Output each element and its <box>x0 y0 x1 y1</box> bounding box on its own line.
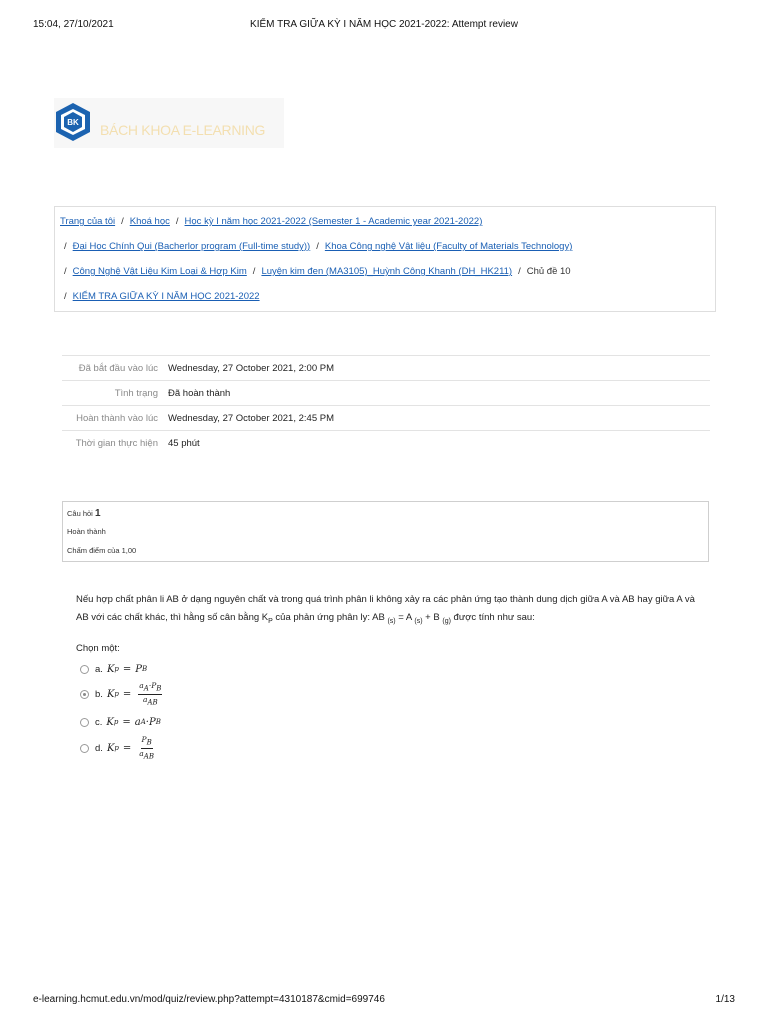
print-datetime: 15:04, 27/10/2021 <box>33 19 114 30</box>
answer-letter: a. <box>95 663 103 675</box>
breadcrumb-link-faculty[interactable]: Khoa Công nghệ Vật liệu (Faculty of Materials Technology) <box>324 241 573 252</box>
question-subscript: (s) <box>387 617 396 625</box>
table-row <box>62 431 710 456</box>
math-symbol: K <box>106 742 115 754</box>
breadcrumb-separator: / <box>64 266 67 277</box>
math-symbol: a <box>143 694 148 704</box>
breadcrumb-link-program[interactable]: Đại Học Chính Qui (Bacherlor program (Full-time study)) <box>72 241 311 252</box>
math-subscript: B <box>155 718 161 726</box>
radio-button[interactable] <box>80 665 89 674</box>
breadcrumb-topic: Chủ đề 10 <box>526 266 571 277</box>
question-text-part: Nếu hợp chất phân li AB ở dạng nguyên chất và trong quá trình phân li không xảy ra các phản ứng tạo thành dung dịch giữa A và AB hay giữa A và AB với các chất khác, thì hằng số cân bằng K <box>76 594 695 623</box>
math-subscript: B <box>142 665 148 673</box>
answer-option-b[interactable] <box>80 681 162 706</box>
logo-mark-text: BK <box>67 118 79 127</box>
radio-button[interactable] <box>80 690 89 699</box>
question-info-box <box>62 501 709 562</box>
math-symbol: K <box>106 716 114 728</box>
summary-label: Đã bắt đầu vào lúc <box>62 356 164 381</box>
summary-value: Đã hoàn thành <box>164 381 710 406</box>
answer-formula <box>107 735 155 761</box>
breadcrumb <box>54 206 716 312</box>
print-page-number: 1/13 <box>715 994 735 1005</box>
question-number-label: Câu hỏi <box>67 509 93 518</box>
answer-formula <box>107 664 147 675</box>
breadcrumb-separator: / <box>252 266 256 277</box>
radio-button[interactable] <box>80 744 89 753</box>
math-symbol: P <box>135 663 143 675</box>
site-name: BÁCH KHOA E-LEARNING <box>100 122 266 138</box>
math-operator: · <box>148 681 152 690</box>
question-text-part: = A <box>395 612 415 623</box>
answer-letter: d. <box>95 742 103 754</box>
breadcrumb-separator: / <box>518 266 521 277</box>
math-subscript: B <box>146 738 152 747</box>
answer-prompt: Chọn một: <box>76 643 120 654</box>
fraction-denominator <box>142 695 159 708</box>
question-text-part: được tính như sau: <box>450 612 535 623</box>
table-row <box>62 356 710 381</box>
math-operator: = <box>122 742 132 754</box>
breadcrumb-link-quiz[interactable]: KIỂM TRA GIỮA KỲ I NĂM HỌC 2021-2022 <box>72 291 260 302</box>
answer-formula <box>107 681 163 707</box>
math-symbol: a <box>139 681 144 690</box>
math-subscript: AB <box>143 752 154 760</box>
math-subscript: B <box>156 684 162 693</box>
site-logo[interactable] <box>54 98 284 148</box>
math-symbol: a <box>134 716 141 728</box>
math-operator: = <box>122 716 131 728</box>
math-subscript: A <box>140 718 146 726</box>
breadcrumb-link-my-home[interactable]: Trang của tôi <box>60 216 116 227</box>
answer-letter: b. <box>95 688 103 700</box>
question-subscript: (s) <box>414 617 423 625</box>
math-symbol: a <box>139 748 144 758</box>
breadcrumb-link-semester[interactable]: Học kỳ I năm học 2021-2022 (Semester 1 - Academic year 2021-2022) <box>184 216 483 227</box>
fraction-numerator <box>138 681 162 695</box>
math-operator: · <box>145 716 149 728</box>
question-subscript: P <box>268 617 273 625</box>
math-symbol: P <box>141 735 147 744</box>
answer-letter: c. <box>95 716 103 728</box>
summary-value: Wednesday, 27 October 2021, 2:45 PM <box>164 406 710 431</box>
math-subscript: p <box>114 665 119 673</box>
math-symbol: K <box>106 663 115 675</box>
math-operator: = <box>122 663 132 675</box>
answer-option-a[interactable] <box>80 659 147 679</box>
breadcrumb-separator: / <box>316 241 319 252</box>
math-subscript: p <box>114 690 119 698</box>
math-fraction <box>138 735 155 761</box>
print-url: e-learning.hcmut.edu.vn/mod/quiz/review.php?attempt=4310187&cmid=699746 <box>33 994 385 1005</box>
math-operator: = <box>122 688 132 700</box>
question-text-part: của phản ứng phân ly: AB <box>272 612 388 623</box>
question-text-part: + B <box>422 612 443 623</box>
summary-value: Wednesday, 27 October 2021, 2:00 PM <box>164 356 710 381</box>
math-subscript: AB <box>147 698 158 706</box>
breadcrumb-separator: / <box>64 291 67 302</box>
answer-option-c[interactable] <box>80 712 161 732</box>
bk-logo-icon <box>54 102 92 142</box>
summary-label: Tình trạng <box>62 381 164 406</box>
summary-label: Thời gian thực hiện <box>62 431 164 456</box>
math-fraction <box>138 681 162 707</box>
question-subscript: (g) <box>442 617 451 625</box>
attempt-summary-table <box>62 355 710 455</box>
question-number <box>67 508 101 519</box>
question-state: Hoàn thành <box>67 527 106 536</box>
math-subscript: p <box>113 718 119 726</box>
question-grade: Chấm điểm của 1,00 <box>67 546 137 555</box>
question-text <box>76 591 706 631</box>
math-subscript: p <box>114 744 119 752</box>
radio-button[interactable] <box>80 718 89 727</box>
print-page-title: KIỂM TRA GIỮA KỲ I NĂM HỌC 2021-2022: Attempt review <box>250 19 518 30</box>
answer-option-d[interactable] <box>80 735 155 760</box>
table-row <box>62 406 710 431</box>
breadcrumb-separator: / <box>175 216 179 227</box>
breadcrumb-separator: / <box>64 241 67 252</box>
breadcrumb-separator: / <box>121 216 124 227</box>
math-subscript: A <box>143 684 149 693</box>
answer-formula <box>106 717 160 728</box>
math-symbol: P <box>148 716 156 728</box>
breadcrumb-link-department[interactable]: Công Nghệ Vật Liệu Kim Loại & Hợp Kim <box>72 266 247 277</box>
summary-value: 45 phút <box>164 431 710 456</box>
summary-label: Hoàn thành vào lúc <box>62 406 164 431</box>
table-row <box>62 381 710 406</box>
math-symbol: P <box>151 681 157 690</box>
question-number-value: 1 <box>94 508 101 519</box>
fraction-denominator <box>138 749 155 762</box>
fraction-numerator <box>141 735 153 749</box>
breadcrumb-link-course[interactable]: Luyện kim đen (MA3105)_Huỳnh Công Khanh (DH_HK211) <box>261 266 513 277</box>
math-symbol: K <box>106 688 115 700</box>
breadcrumb-link-courses[interactable]: Khoá học <box>129 216 170 227</box>
